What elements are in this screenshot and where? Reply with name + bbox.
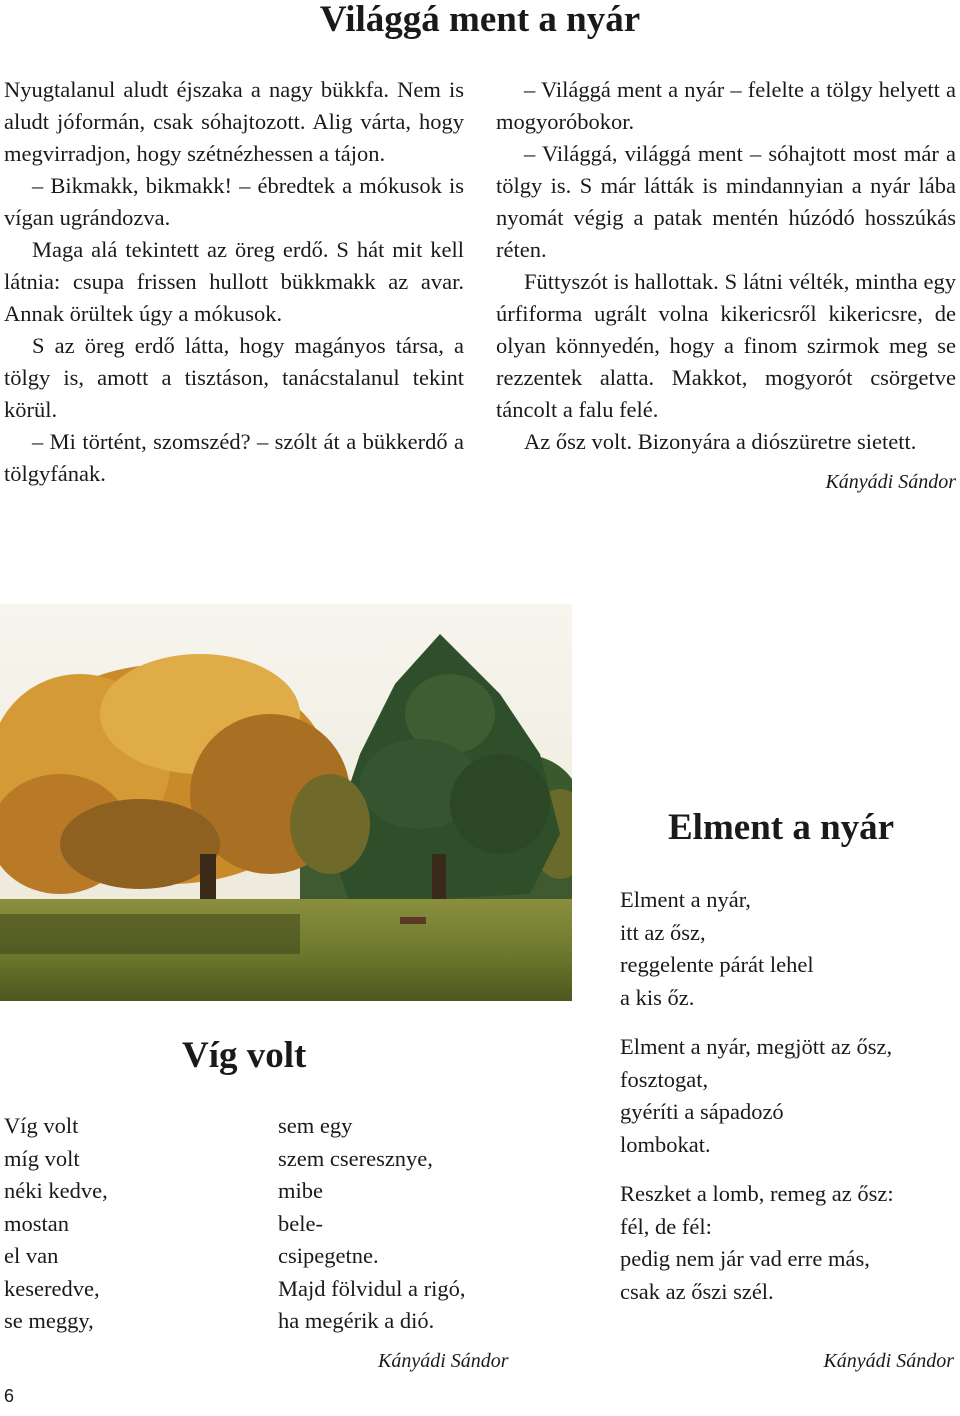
bench <box>400 917 426 924</box>
poem-line: fosztogat, <box>620 1066 709 1092</box>
poem-elment-a-nyar <box>620 884 960 1325</box>
poem-line: Elment a nyár, <box>620 887 751 912</box>
poem-stanza <box>620 1031 960 1161</box>
poem-line: mostan <box>4 1210 69 1236</box>
poem-line: míg volt <box>4 1145 80 1171</box>
story-paragraph: – Mi történt, szomszéd? – szólt át a bükkerdő a tölgyfának. <box>4 429 464 486</box>
poem-line: el van <box>4 1243 59 1268</box>
poem-line: Majd fölvidul a rigó, <box>278 1275 466 1301</box>
poem-title-vig-volt: Víg volt <box>182 1035 307 1076</box>
story-paragraph: Nyugtalanul aludt éjszaka a nagy bükkfa. Nem is aludt jóformán, csak sóhajtozott. Alig várta, hogy megvirradjon, hogy szétnézhessen a tájon. <box>4 77 464 166</box>
poem-stanza <box>620 1178 960 1308</box>
poem-line: itt az ősz, <box>620 919 706 945</box>
story-paragraph: – Bikmakk, bikmakk! – ébredtek a mókusok is vígan ugrándozva. <box>4 173 464 230</box>
poem-vig-volt-column-2 <box>278 1110 558 1338</box>
poem-line: a kis őz. <box>620 984 695 1010</box>
poem-line: sem egy <box>278 1113 353 1138</box>
poem-line: mibe <box>278 1178 323 1203</box>
poem-line: csak az őszi szél. <box>620 1278 774 1304</box>
poem-line: Reszket a lomb, remeg az ősz: <box>620 1181 894 1206</box>
story-left-column <box>4 74 464 490</box>
story-author: Kányádi Sándor <box>825 471 956 493</box>
page-title: Világgá ment a nyár <box>319 0 641 40</box>
poem-line: reggelente párát lehel <box>620 952 814 977</box>
poem-line: se meggy, <box>4 1308 94 1333</box>
story-paragraph: Az ősz volt. Bizonyára a diószüretre sietett. <box>524 429 917 454</box>
poem-line: bele- <box>278 1210 323 1236</box>
poem-line: ha megérik a dió. <box>278 1308 435 1333</box>
poem-stanza <box>620 884 960 1014</box>
poem-line: szem cseresznye, <box>278 1145 433 1171</box>
poem-line: keseredve, <box>4 1275 100 1301</box>
poem-line: gyéríti a sápadozó <box>620 1099 784 1124</box>
vig-volt-author: Kányádi Sándor <box>378 1350 509 1372</box>
story-right-column <box>496 74 956 498</box>
autumn-trees-photo <box>0 604 572 1001</box>
poem-line: néki kedve, <box>4 1178 108 1203</box>
poem-title-elment: Elment a nyár <box>668 807 895 848</box>
poem-line: Elment a nyár, megjött az ősz, <box>620 1034 893 1059</box>
story-paragraph: Füttyszót is hallottak. S látni vélték, mintha egy úrfiforma ugrált volna kikericsről kikericsre, de olyan könnyedén, hogy a finom szirmok meg se rezzentek alatta. Makkot, mogyorót csörgetve táncolt a falu felé. <box>496 269 956 422</box>
page-number: 6 <box>4 1386 15 1406</box>
poem-line: csipegetne. <box>278 1243 379 1268</box>
tree-shadow <box>0 914 300 954</box>
poem-vig-volt-column-1 <box>4 1110 244 1338</box>
poem-line: lombokat. <box>620 1131 711 1157</box>
story-paragraph: – Világgá, világgá ment – sóhajtott most már a tölgy is. S már látták is mindannyian a nyár lába nyomát végig a patak mentén húzódó hosszúkás réten. <box>496 141 956 262</box>
poem-line: Víg volt <box>4 1113 79 1138</box>
story-paragraph: S az öreg erdő látta, hogy magányos társa, a tölgy is, amott a tisztáson, tanácstalanul tekint körül. <box>4 333 464 422</box>
poem-line: pedig nem jár vad erre más, <box>620 1246 870 1271</box>
story-paragraph: Maga alá tekintett az öreg erdő. S hát mit kell látnia: csupa frissen hullott bükkmakk az avar. Annak örültek úgy a mókusok. <box>4 237 464 326</box>
elment-author: Kányádi Sándor <box>823 1350 954 1372</box>
story-paragraph: – Világgá ment a nyár – felelte a tölgy helyett a mogyoróbokor. <box>496 77 956 134</box>
poem-line: fél, de fél: <box>620 1213 712 1239</box>
